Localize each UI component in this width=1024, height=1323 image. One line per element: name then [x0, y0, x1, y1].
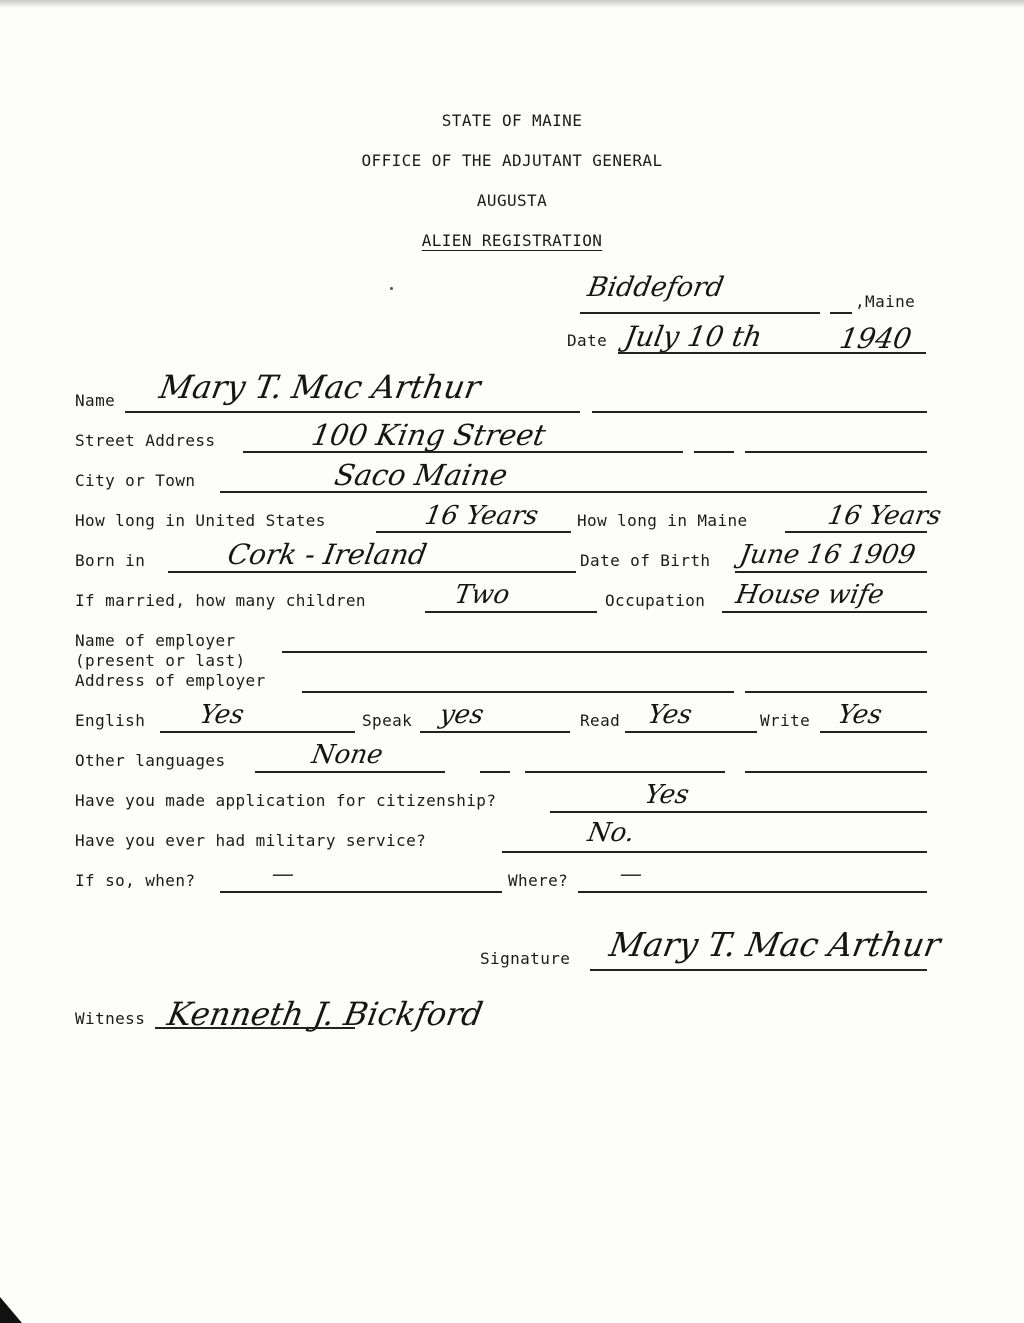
- write-label: Write: [760, 711, 811, 730]
- employer-address-label: Address of employer: [75, 671, 266, 690]
- read-line: [625, 731, 757, 733]
- born-in-line: [168, 571, 576, 573]
- employer-address-line-2: [745, 691, 927, 693]
- street-line-2: [694, 451, 734, 453]
- date-line: [618, 352, 926, 354]
- employer-address-line: [302, 691, 734, 693]
- employer-name-line: [282, 651, 927, 653]
- street-line-3: [745, 451, 927, 453]
- name-value: Mary T. Mac Arthur: [156, 368, 484, 406]
- where-line: [578, 891, 927, 893]
- where-label: Where?: [508, 871, 569, 890]
- when-label: If so, when?: [75, 871, 196, 890]
- place-suffix: ,Maine: [855, 292, 916, 311]
- other-languages-line-4: [745, 771, 927, 773]
- military-line: [502, 851, 927, 853]
- signature-line: [590, 969, 927, 971]
- how-long-maine-label: How long in Maine: [577, 511, 748, 530]
- name-line-2: [592, 411, 927, 413]
- header-office: OFFICE OF THE ADJUTANT GENERAL: [361, 151, 663, 170]
- witness-label: Witness: [75, 1009, 146, 1028]
- how-long-us-value: 16 Years: [422, 501, 541, 531]
- how-long-maine-line: [785, 531, 927, 533]
- born-in-value: Cork - Ireland: [225, 538, 430, 571]
- speak-value: yes: [437, 700, 487, 730]
- name-label: Name: [75, 391, 116, 410]
- date-year: 1940: [837, 322, 915, 355]
- date-label: Date: [567, 331, 608, 350]
- read-label: Read: [580, 711, 621, 730]
- occupation-line: [722, 611, 927, 613]
- how-long-us-line: [376, 531, 571, 533]
- born-in-label: Born in: [75, 551, 146, 570]
- speak-line: [420, 731, 570, 733]
- english-value: Yes: [197, 700, 247, 730]
- place-line: [580, 312, 820, 314]
- street-value: 100 King Street: [309, 418, 549, 452]
- signature-label: Signature: [480, 949, 571, 968]
- employer-name-label: Name of employer: [75, 631, 236, 650]
- occupation-label: Occupation: [605, 591, 706, 610]
- how-long-us-label: How long in United States: [75, 511, 326, 530]
- header-city: AUGUSTA: [476, 191, 548, 210]
- when-line: [220, 891, 502, 893]
- children-value: Two: [452, 580, 512, 610]
- scan-shadow: [0, 0, 1024, 8]
- how-long-maine-value: 16 Years: [825, 501, 944, 531]
- form-title: ALIEN REGISTRATION: [421, 231, 603, 250]
- children-label: If married, how many children: [75, 591, 366, 610]
- dob-line: [735, 571, 927, 573]
- citizenship-value: Yes: [642, 780, 692, 810]
- witness-value: Kenneth J. Bickford: [164, 995, 486, 1033]
- place-value: Biddeford: [585, 272, 727, 303]
- when-value: —: [269, 862, 297, 887]
- city-label: City or Town: [75, 471, 196, 490]
- english-line: [160, 731, 355, 733]
- street-line: [243, 451, 683, 453]
- place-line-2: [830, 312, 852, 314]
- other-languages-label: Other languages: [75, 751, 226, 770]
- citizenship-line: [550, 811, 927, 813]
- date-value: July 10 th: [622, 320, 765, 353]
- other-languages-value: None: [309, 740, 386, 770]
- military-value: No.: [585, 818, 637, 848]
- name-line: [125, 411, 580, 413]
- dob-value: June 16 1909: [737, 540, 918, 570]
- header-state: STATE OF MAINE: [441, 111, 583, 130]
- city-line: [220, 491, 927, 493]
- scan-speck: [390, 287, 393, 290]
- dob-label: Date of Birth: [580, 551, 711, 570]
- street-label: Street Address: [75, 431, 216, 450]
- write-line: [820, 731, 927, 733]
- children-line: [425, 611, 597, 613]
- english-label: English: [75, 711, 146, 730]
- where-value: —: [617, 862, 645, 887]
- employer-name-sublabel: (present or last): [75, 651, 246, 670]
- page-corner: [0, 1297, 22, 1323]
- occupation-value: House wife: [733, 580, 887, 610]
- speak-label: Speak: [362, 711, 413, 730]
- read-value: Yes: [645, 700, 695, 730]
- other-languages-line-3: [525, 771, 725, 773]
- city-value: Saco Maine: [332, 458, 511, 492]
- citizenship-label: Have you made application for citizenship?: [75, 791, 497, 810]
- signature-value: Mary T. Mac Arthur: [606, 925, 944, 964]
- other-languages-line: [255, 771, 445, 773]
- witness-line: [155, 1027, 355, 1029]
- military-label: Have you ever had military service?: [75, 831, 427, 850]
- write-value: Yes: [835, 700, 885, 730]
- other-languages-line-2: [480, 771, 510, 773]
